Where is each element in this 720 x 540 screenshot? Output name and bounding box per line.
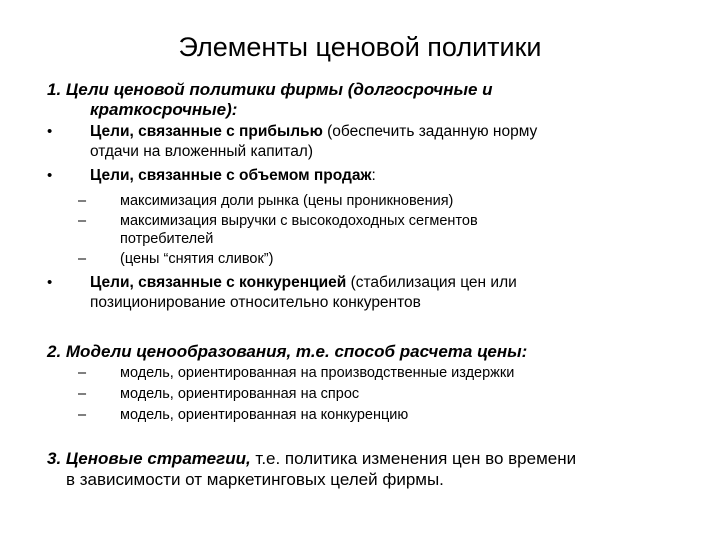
section1-heading-continuation: краткосрочные): [90,100,238,119]
section3-continuation: в зависимости от маркетинговых целей фирмы. [66,470,444,489]
section2-heading: 2. Модели ценообразования, т.е. способ расчета цены: [47,342,528,361]
bullet-marker: • [47,274,53,291]
slide-title: Элементы ценовой политики [178,32,542,62]
bullet-text: (стабилизация цен или [346,274,517,291]
bullet-bold-text: Цели, связанные с конкуренцией [90,274,347,291]
bullet-text: (обеспечить заданную норму [322,123,538,140]
bullet-bold-text: Цели, связанные с объемом продаж [90,167,372,184]
section3-bold-italic: 3. Ценовые стратегии, [47,449,251,468]
dash-marker: – [78,365,87,381]
bullet-competition-goals [90,273,517,292]
bullet-marker: • [47,167,53,184]
bullet-profit-goals [90,122,537,141]
subitem-revenue-max-continuation: потребителей [120,231,214,247]
dash-marker: – [78,193,87,209]
bullet-text: : [371,167,376,184]
model-item-competition: модель, ориентированная на конкуренцию [120,407,409,423]
section3-heading [47,449,576,469]
dash-marker: – [78,407,87,423]
subitem-skimming: (цены “снятия сливок”) [120,251,274,267]
subitem-market-share: максимизация доли рынка (цены проникновения) [120,193,454,209]
bullet-continuation: позиционирование относительно конкурентов [90,294,421,311]
subitem-revenue-max: максимизация выручки с высокодоходных сегментов [120,213,478,229]
bullet-continuation: отдачи на вложенный капитал) [90,143,314,160]
bullet-sales-volume-goals [90,166,376,185]
dash-marker: – [78,251,87,267]
dash-marker: – [78,213,87,229]
model-item-costs: модель, ориентированная на производственные издержки [120,365,515,381]
bullet-marker: • [47,123,53,140]
section3-text: т.е. политика изменения цен во времени [250,449,577,468]
model-item-demand: модель, ориентированная на спрос [120,386,360,402]
bullet-bold-text: Цели, связанные с прибылью [90,123,323,140]
dash-marker: – [78,386,87,402]
section1-heading: 1. Цели ценовой политики фирмы (долгосрочные и [47,80,493,99]
